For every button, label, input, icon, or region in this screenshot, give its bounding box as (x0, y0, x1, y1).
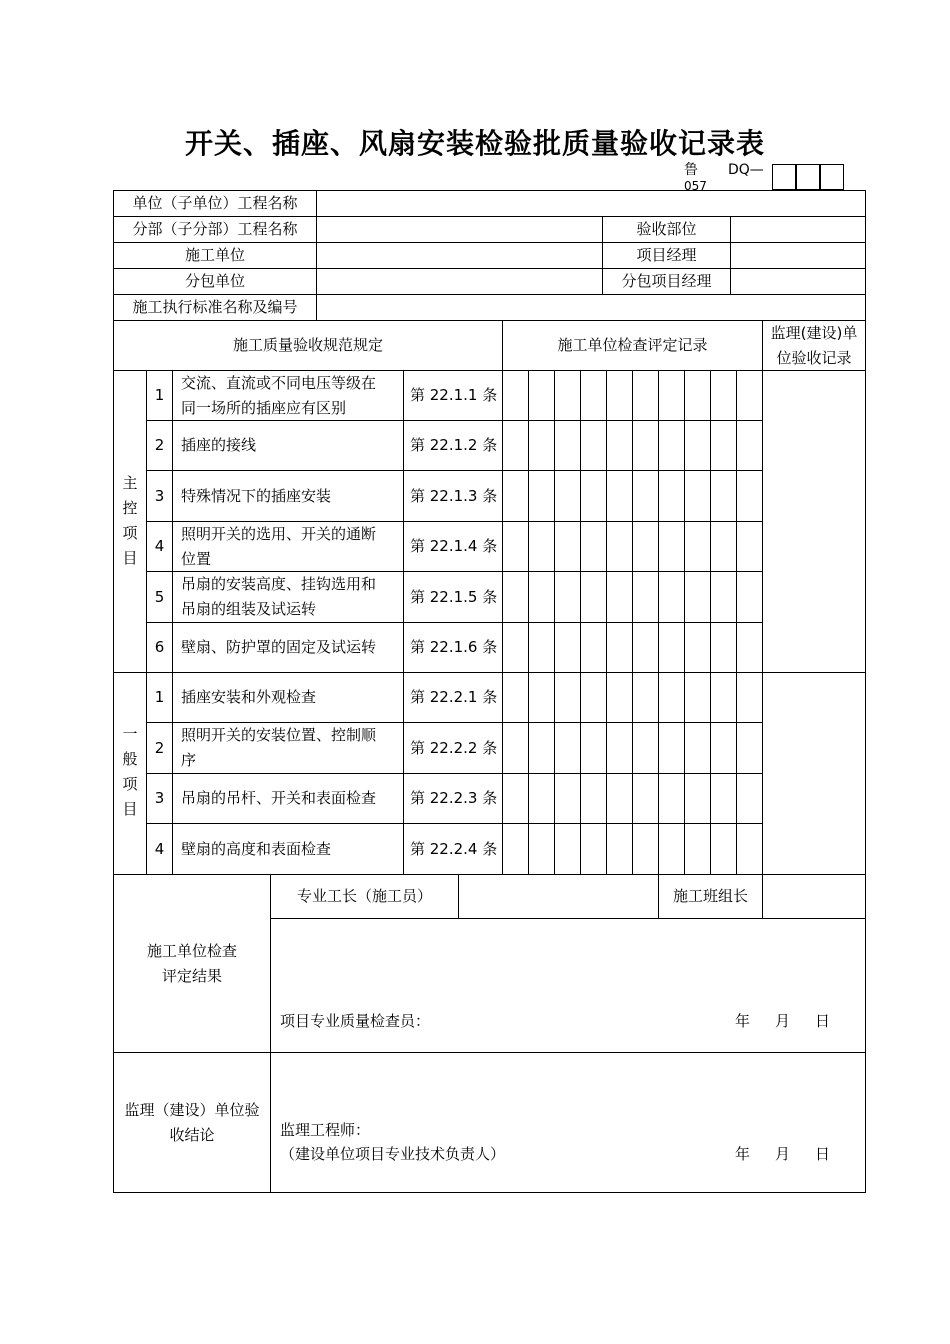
check-cell[interactable] (659, 824, 684, 874)
code-number: 057 (684, 180, 707, 190)
check-cell[interactable] (581, 723, 606, 773)
item-number: 3 (154, 789, 165, 807)
item-description-line1: 吊扇的安装高度、挂钩选用和 (181, 575, 377, 593)
check-cell[interactable] (607, 723, 632, 773)
item-description (181, 723, 403, 773)
team-leader-label: 施工班组长 (672, 887, 748, 905)
check-cell[interactable] (659, 774, 684, 823)
item-number: 1 (154, 386, 165, 404)
item-clause: 第 22.1.6 条 (410, 638, 498, 656)
check-cell[interactable] (633, 723, 658, 773)
check-cell[interactable] (633, 572, 658, 622)
check-cell[interactable] (633, 774, 658, 823)
supervisor-engineer-label: 监理工程师： (280, 1121, 371, 1139)
main-group-char-1: 主 (122, 474, 138, 492)
supervisor-record-header (763, 321, 865, 370)
check-cell[interactable] (529, 471, 554, 521)
check-cell[interactable] (607, 774, 632, 823)
check-cell[interactable] (529, 421, 554, 470)
check-cell[interactable] (711, 824, 736, 874)
check-cell[interactable] (555, 522, 580, 571)
construction-date-year: 年 (735, 1012, 751, 1030)
check-cell[interactable] (737, 471, 762, 521)
check-cell[interactable] (503, 371, 528, 420)
check-cell[interactable] (737, 824, 762, 874)
check-cell[interactable] (607, 421, 632, 470)
check-cell[interactable] (737, 673, 762, 722)
check-cell[interactable] (633, 471, 658, 521)
check-cell[interactable] (685, 723, 710, 773)
standard-field[interactable] (317, 295, 865, 320)
item-number: 4 (154, 839, 165, 858)
check-cell[interactable] (737, 723, 762, 773)
item-description (181, 623, 403, 672)
item-description (181, 421, 403, 470)
inspector-label: 项目专业质量检查员： (280, 1012, 431, 1030)
check-cell[interactable] (581, 471, 606, 521)
check-cell[interactable] (555, 824, 580, 874)
sub-project-manager-field[interactable] (731, 269, 865, 294)
page-title: 开关、插座、风扇安装检验批质量验收记录表 (184, 127, 765, 160)
check-cell[interactable] (659, 471, 684, 521)
supervisor-record-area[interactable] (763, 371, 865, 874)
unit-project-label: 单位（子单位）工程名称 (132, 194, 298, 212)
construction-unit-label: 施工单位 (184, 246, 245, 264)
main-group-char-3: 项 (122, 524, 138, 542)
check-cell[interactable] (529, 723, 554, 773)
check-cell[interactable] (503, 623, 528, 672)
item-number: 3 (154, 486, 165, 505)
check-cell[interactable] (711, 522, 736, 571)
check-cell[interactable] (503, 774, 528, 823)
construction-result-label (114, 875, 270, 1052)
code-box-3[interactable] (820, 164, 844, 190)
check-cell[interactable] (633, 522, 658, 571)
team-leader-field[interactable] (763, 875, 865, 918)
check-cell[interactable] (555, 774, 580, 823)
item-number: 2 (154, 738, 165, 757)
check-cell[interactable] (555, 471, 580, 521)
sub-project-manager-label: 分包项目经理 (621, 272, 712, 290)
check-record-header: 施工单位检查评定记录 (557, 336, 708, 354)
check-cell[interactable] (659, 723, 684, 773)
check-cell[interactable] (503, 572, 528, 622)
check-cell[interactable] (607, 371, 632, 420)
check-cell[interactable] (607, 824, 632, 874)
check-cell[interactable] (737, 623, 762, 672)
supervisor-header-line1: 监理(建设)单 (770, 323, 858, 342)
unit-project-field[interactable] (317, 191, 865, 216)
item-clause: 第 22.1.5 条 (410, 587, 498, 606)
check-cell[interactable] (685, 471, 710, 521)
construction-result-line1: 施工单位检查 (146, 941, 237, 960)
item-description-line1: 吊扇的吊杆、开关和表面检查 (181, 789, 377, 807)
spec-header: 施工质量验收规范规定 (232, 336, 383, 354)
check-cell[interactable] (607, 471, 632, 521)
check-cell[interactable] (737, 371, 762, 420)
subcontractor-field[interactable] (317, 269, 602, 294)
check-cell[interactable] (633, 673, 658, 722)
check-cell[interactable] (555, 723, 580, 773)
item-clause: 第 22.1.1 条 (410, 386, 498, 404)
foreman-field[interactable] (459, 875, 658, 918)
check-cell[interactable] (529, 522, 554, 571)
check-cell[interactable] (633, 824, 658, 874)
construction-result-line2: 评定结果 (161, 966, 222, 985)
standard-label: 施工执行标准名称及编号 (132, 298, 298, 316)
check-cell[interactable] (633, 623, 658, 672)
project-manager-field[interactable] (731, 243, 865, 268)
check-cell[interactable] (555, 623, 580, 672)
check-cell[interactable] (711, 673, 736, 722)
check-cell[interactable] (529, 572, 554, 622)
check-cell[interactable] (685, 522, 710, 571)
check-cell[interactable] (737, 572, 762, 622)
project-manager-label: 项目经理 (636, 246, 697, 264)
item-description-line1: 照明开关的选用、开关的通断 (181, 524, 377, 543)
check-cell[interactable] (607, 673, 632, 722)
general-group-char-4: 目 (122, 800, 138, 818)
main-group-char-2: 控 (122, 499, 138, 517)
check-cell[interactable] (711, 371, 736, 420)
item-description-line2: 序 (181, 751, 197, 769)
item-clause: 第 22.2.2 条 (410, 738, 498, 757)
check-cell[interactable] (659, 673, 684, 722)
check-cell[interactable] (711, 421, 736, 470)
item-description (181, 471, 403, 521)
check-cell[interactable] (685, 572, 710, 622)
supervisor-date-year: 年 (735, 1145, 751, 1163)
item-description (181, 774, 403, 823)
check-cell[interactable] (659, 421, 684, 470)
item-clause: 第 22.1.3 条 (410, 486, 498, 505)
item-description-line1: 照明开关的安装位置、控制顺 (181, 726, 377, 744)
check-cell[interactable] (581, 371, 606, 420)
item-description-line1: 壁扇的高度和表面检查 (181, 839, 332, 858)
general-group-label (120, 722, 140, 822)
check-cell[interactable] (607, 623, 632, 672)
owner-tech-lead-label: （建设单位项目专业技术负责人） (280, 1145, 506, 1163)
check-cell[interactable] (711, 623, 736, 672)
sub-project-field[interactable] (317, 217, 602, 242)
item-description-line1: 插座的接线 (181, 436, 257, 454)
check-cell[interactable] (529, 371, 554, 420)
item-description-line1: 壁扇、防护罩的固定及试运转 (181, 638, 377, 656)
check-cell[interactable] (633, 421, 658, 470)
check-cell[interactable] (711, 723, 736, 773)
check-cell[interactable] (503, 421, 528, 470)
check-cell[interactable] (607, 522, 632, 571)
sub-project-label: 分部（子分部）工程名称 (132, 220, 298, 238)
acceptance-part-field[interactable] (731, 217, 865, 242)
check-cell[interactable] (659, 572, 684, 622)
item-description (181, 522, 403, 571)
item-clause: 第 22.2.1 条 (410, 688, 498, 706)
item-clause: 第 22.1.2 条 (410, 436, 498, 454)
code-box-1[interactable] (772, 164, 796, 190)
supervisor-conclusion-label (114, 1053, 270, 1192)
check-cell[interactable] (737, 421, 762, 470)
general-group-char-3: 项 (122, 775, 138, 793)
check-cell[interactable] (503, 673, 528, 722)
check-cell[interactable] (503, 723, 528, 773)
item-clause: 第 22.1.4 条 (410, 537, 498, 555)
item-clause: 第 22.2.4 条 (410, 839, 498, 858)
check-cell[interactable] (737, 774, 762, 823)
check-cell[interactable] (529, 623, 554, 672)
acceptance-part-label: 验收部位 (636, 220, 697, 238)
check-cell[interactable] (581, 673, 606, 722)
code-prefix: 鲁 (684, 162, 698, 178)
check-cell[interactable] (685, 371, 710, 420)
main-group-label (120, 471, 140, 571)
check-cell[interactable] (685, 824, 710, 874)
item-description-line2: 位置 (181, 549, 212, 568)
item-description-line2: 吊扇的组装及试运转 (181, 600, 317, 618)
item-description-line2: 同一场所的插座应有区别 (181, 398, 347, 417)
supervisor-date-day: 日 (815, 1145, 831, 1163)
foreman-label: 专业工长（施工员） (296, 887, 432, 905)
check-cell[interactable] (659, 371, 684, 420)
supervisor-conclusion-line1: 监理（建设）单位验 (124, 1100, 260, 1119)
check-cell[interactable] (685, 774, 710, 823)
code-box-2[interactable] (796, 164, 820, 190)
check-cell[interactable] (581, 824, 606, 874)
check-cell[interactable] (711, 572, 736, 622)
check-cell[interactable] (607, 572, 632, 622)
check-cell[interactable] (555, 421, 580, 470)
item-description-line1: 特殊情况下的插座安装 (181, 486, 332, 505)
construction-date-month: 月 (775, 1012, 791, 1030)
check-cell[interactable] (711, 471, 736, 521)
check-cell[interactable] (529, 774, 554, 823)
check-cell[interactable] (633, 371, 658, 420)
check-cell[interactable] (503, 471, 528, 521)
construction-unit-field[interactable] (317, 243, 602, 268)
item-description (181, 572, 403, 622)
check-cell[interactable] (555, 572, 580, 622)
item-description-line1: 交流、直流或不同电压等级在 (181, 373, 377, 392)
general-group-char-1: 一 (122, 725, 138, 743)
check-cell[interactable] (555, 673, 580, 722)
check-cell[interactable] (555, 371, 580, 420)
check-cell[interactable] (659, 623, 684, 672)
check-cell[interactable] (659, 522, 684, 571)
item-description (181, 824, 403, 874)
supervisor-conclusion-line2: 收结论 (169, 1125, 215, 1144)
item-description (181, 673, 403, 722)
check-cell[interactable] (711, 774, 736, 823)
general-group-char-2: 般 (122, 750, 138, 768)
check-cell[interactable] (529, 673, 554, 722)
subcontractor-label: 分包单位 (184, 272, 245, 290)
check-cell[interactable] (685, 673, 710, 722)
item-number: 1 (154, 688, 165, 706)
check-cell[interactable] (581, 421, 606, 470)
code-series: DQ— (728, 162, 764, 178)
construction-date-day: 日 (815, 1012, 831, 1030)
item-number: 6 (154, 638, 165, 656)
item-number: 4 (154, 537, 165, 555)
item-number: 2 (154, 436, 165, 454)
check-cell[interactable] (685, 421, 710, 470)
check-cell[interactable] (503, 824, 528, 874)
check-cell[interactable] (529, 824, 554, 874)
check-cell[interactable] (503, 522, 528, 571)
check-cell[interactable] (737, 522, 762, 571)
check-cell[interactable] (581, 774, 606, 823)
supervisor-date-month: 月 (775, 1145, 791, 1163)
supervisor-header-line2: 位验收记录 (776, 348, 852, 367)
item-number: 5 (154, 587, 165, 606)
check-cell[interactable] (685, 623, 710, 672)
check-cell[interactable] (581, 572, 606, 622)
item-description (181, 371, 403, 420)
check-cell[interactable] (581, 522, 606, 571)
check-cell[interactable] (581, 623, 606, 672)
main-group-char-4: 目 (122, 549, 138, 567)
item-clause: 第 22.2.3 条 (410, 789, 498, 807)
item-description-line1: 插座安装和外观检查 (181, 688, 317, 706)
